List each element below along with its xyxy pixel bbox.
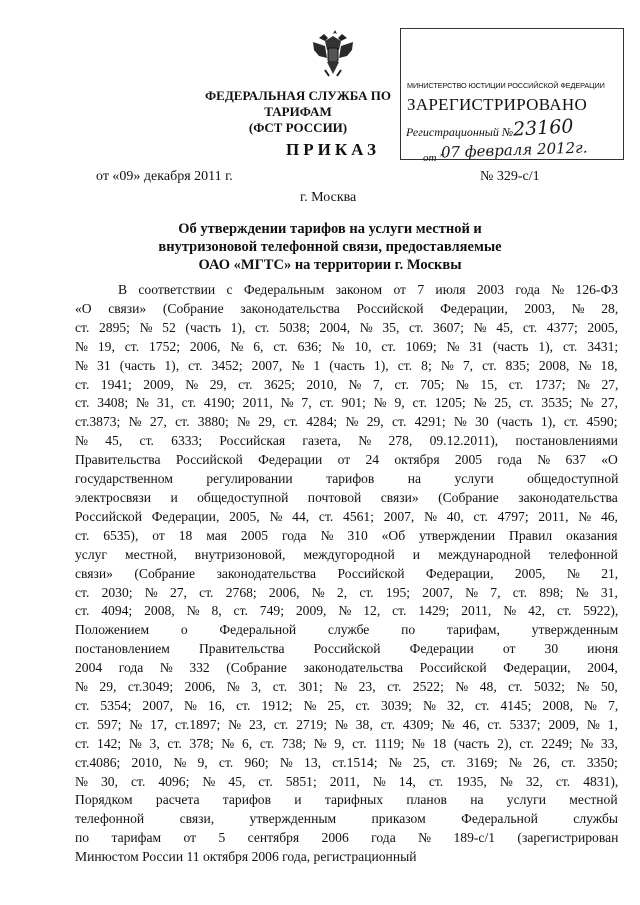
coat-of-arms-emblem bbox=[311, 28, 355, 80]
body-line: № 19, ст. 1752; 2006, № 6, ст. 636; № 10, ст. 1069; № 31 (часть 1), ст. 3431; bbox=[75, 338, 619, 354]
body-line: ст. 597; № 17, ст.1897; № 23, ст. 2719; № 38, ст. 4309; № 46, ст. 5337; 2009, № 1, bbox=[75, 716, 618, 732]
double-headed-eagle-icon bbox=[311, 28, 355, 80]
body-line: № 45, ст. 6333; Российская газета, № 278, 09.12.2011), постановлениями bbox=[75, 433, 618, 449]
body-line: Положением о Федеральной службе по тарифам, утвержденным bbox=[75, 622, 619, 638]
order-date: от «09» декабря 2011 г. bbox=[96, 169, 233, 184]
body-text bbox=[75, 281, 618, 867]
body-line: государственном регулировании тарифов на услуги общедоступной bbox=[75, 471, 619, 487]
body-line: ст. 5354; 2007, № 16, ст. 1912; № 25, ст. 3039; № 32, ст. 4145; 2008, № 7, bbox=[75, 697, 619, 713]
body-line: электросвязи и общедоступной почтовой связи» (Собрание законодательства bbox=[75, 489, 618, 505]
registration-stamp bbox=[400, 28, 624, 164]
body-line: постановлением Правительства Российской Федерации от 30 июня bbox=[75, 641, 619, 657]
agency-name bbox=[202, 88, 394, 136]
body-line: по тарифам от 5 сентября 2006 года № 189-с/1 (зарегистрирован bbox=[75, 830, 619, 846]
body-line: ст. 142; № 3, ст. 378; № 6, ст. 738; № 9, ст. 1119; № 18 (часть 2), ст. 2249; № 33, bbox=[75, 735, 618, 751]
order-city: г. Москва bbox=[300, 190, 357, 205]
body-line: телефонной связи, утвержденным приказом Федеральной службы bbox=[75, 811, 619, 827]
heading-line1: Об утверждении тарифов на услуги местной и bbox=[178, 221, 482, 237]
body-line: ст. 2030; № 27, ст. 2768; 2006, № 2, ст. 195; 2007, № 7, ст. 898; № 31, bbox=[75, 584, 618, 600]
stamp-ministry: МИНИСТЕРСТВО ЮСТИЦИИ РОССИЙСКОЙ ФЕДЕРАЦИИ bbox=[407, 81, 605, 90]
stamp-regno-label: Регистрационный № bbox=[406, 125, 514, 139]
heading-line2: внутризоновой телефонной связи, предоставляемые bbox=[158, 239, 502, 255]
body-line: Минюстом России 11 октября 2006 года, регистрационный bbox=[75, 849, 417, 865]
body-line: Российской Федерации, 2005, № 44, ст. 4561; 2007, № 40, ст. 4797; 2011, № 46, bbox=[75, 508, 618, 524]
body-line: ст. 6535), от 18 мая 2005 года № 310 «Об утверждении Правил оказания bbox=[75, 527, 618, 543]
stamp-regno-handwritten: 23160 bbox=[512, 115, 574, 141]
stamp-registered: ЗАРЕГИСТРИРОВАНО bbox=[407, 95, 588, 114]
body-line: ст.4086; 2010, № 9, ст. 960; № 13, ст.1514; № 25, ст. 3169; № 26, ст. 3350; bbox=[75, 754, 618, 770]
body-line: В соответствии с Федеральным законом от 7 июля 2003 года № 126-ФЗ bbox=[118, 282, 619, 297]
heading-line3: ОАО «МГТС» на территории г. Москвы bbox=[198, 257, 462, 273]
agency-name-line1: ФЕДЕРАЛЬНАЯ СЛУЖБА ПО ТАРИФАМ bbox=[205, 88, 391, 119]
body-line: Правительства Российской Федерации от 24 октября 2005 года № 637 «О bbox=[75, 452, 618, 468]
agency-name-line2: (ФСТ РОССИИ) bbox=[248, 120, 348, 135]
body-line: № 30, ст. 4096; № 45, ст. 5851; 2011, № 14, ст. 1935, № 32, ст. 4831), bbox=[75, 773, 619, 789]
body-line: Порядком расчета тарифов и тарифных планов на услуги местной bbox=[75, 792, 618, 808]
document-heading bbox=[140, 220, 520, 274]
body-line: ст. 4094; 2008, № 8, ст. 749; 2009, № 12, ст. 1429; 2011, № 42, ст. 5922), bbox=[75, 603, 619, 619]
body-line: ст. 1941; 2009, № 29, ст. 3625; 2010, № 7, ст. 705; № 15, ст. 1737; № 27, bbox=[75, 376, 619, 392]
order-number: № 329-с/1 bbox=[480, 169, 540, 184]
body-line: связи» (Собрание законодательства Российской Федерации, 2005, № 21, bbox=[75, 565, 619, 581]
body-line: ст.3873; № 27, ст. 3880; № 29, ст. 4284; № 29, ст. 4291; № 30 (часть 1), ст. 4590; bbox=[75, 414, 618, 430]
body-line: «О связи» (Собрание законодательства Российской Федерации, 2003, № 28, bbox=[75, 300, 619, 316]
body-line: № 31 (часть 1), ст. 3452; 2007, № 1 (часть 1), ст. 8; № 7, ст. 835; 2008, № 18, bbox=[75, 357, 618, 373]
body-line: № 29, ст.3049; 2006, № 3, ст. 301; № 23, ст. 2522; № 48, ст. 5032; № 50, bbox=[75, 679, 618, 695]
stamp-date-prefix: от " bbox=[423, 152, 444, 164]
body-line: услуг местной, внутризоновой, междугородной и международной телефонной bbox=[75, 546, 618, 562]
stamp-date-handwritten: 07 февраля 2012г. bbox=[440, 138, 588, 162]
body-line: ст. 2895; № 52 (часть 1), ст. 5038; 2004, № 35, ст. 3607; № 45, ст. 4377; 2005, bbox=[75, 319, 618, 335]
order-title: ПРИКАЗ bbox=[286, 140, 380, 159]
body-line: ст. 3408; № 31, ст. 4190; 2011, № 7, ст. 901; № 9, ст. 1205; № 25, ст. 3535; № 27, bbox=[75, 395, 619, 411]
body-line: 2004 года № 332 (Собрание законодательства Российской Федерации, 2004, bbox=[75, 660, 618, 676]
